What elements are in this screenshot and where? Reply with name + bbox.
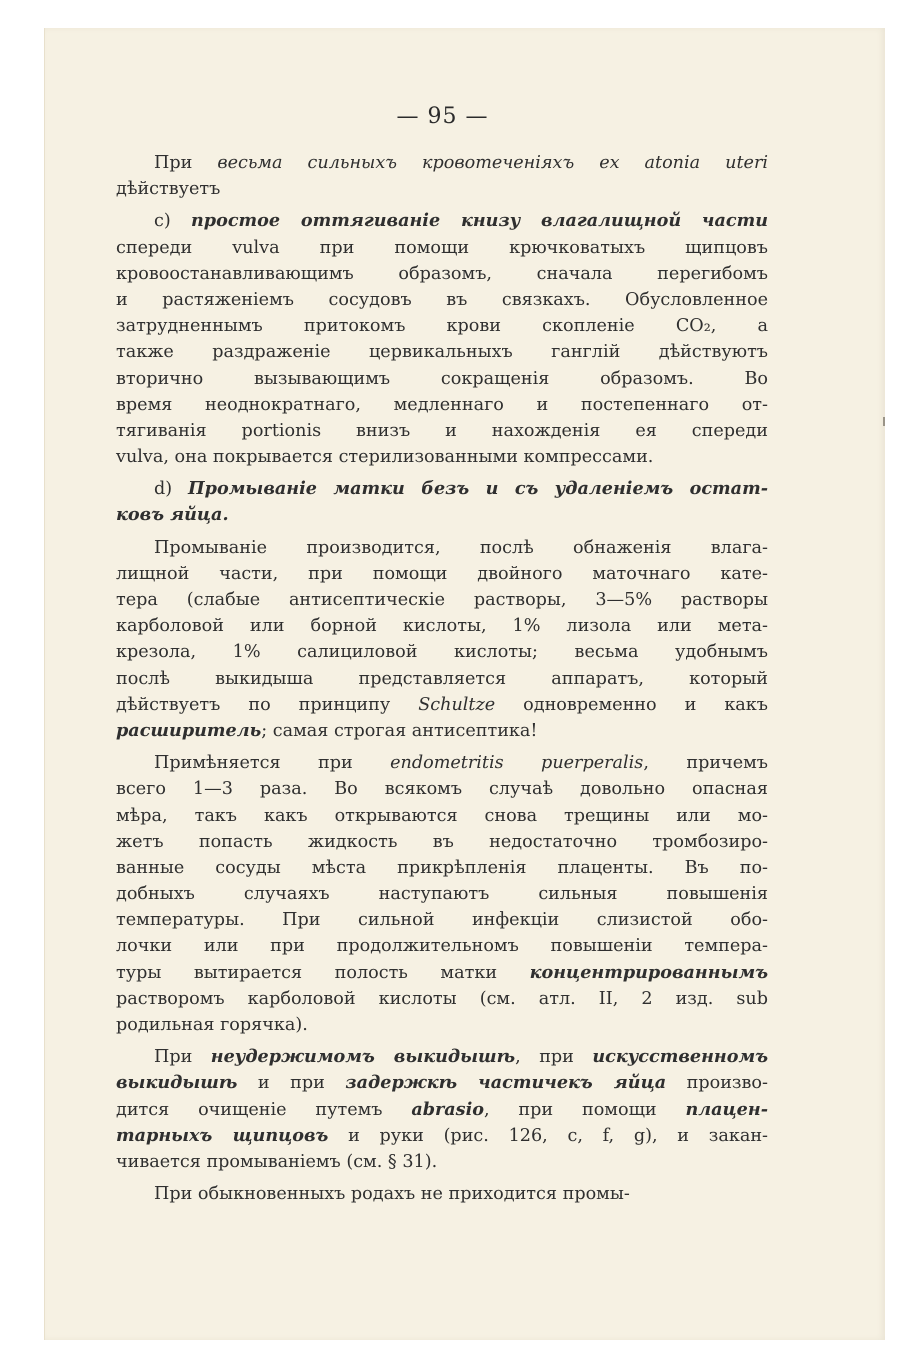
- text-segment: одновременно и какъ: [495, 694, 768, 715]
- text-segment: и растяженіемъ сосудовъ въ связкахъ. Обусловленное: [116, 289, 768, 310]
- text-line: [116, 366, 768, 392]
- text-segment: тягиванія portionis внизъ и нахожденія ея спереди: [116, 420, 768, 441]
- text-segment: тера (слабые антисептическіе растворы, 3—5% растворы: [116, 590, 768, 610]
- text-segment: vulva, она покрывается стерилизованными компрессами.: [116, 447, 654, 468]
- text-line: [116, 1044, 768, 1070]
- text-line: [116, 1012, 768, 1038]
- text-line: [116, 418, 768, 444]
- text-line: [116, 1123, 768, 1149]
- text-line: [116, 587, 768, 613]
- text-line: [116, 235, 768, 261]
- text-line: [116, 339, 768, 365]
- paragraph: [116, 1181, 768, 1207]
- text-segment: ванные сосуды мѣста прикрѣпленія плаценты. Въ по-: [116, 857, 768, 878]
- text-segment: спереди vulva при помощи крючковатыхъ щипцовъ: [116, 237, 768, 258]
- text-line: [116, 881, 768, 907]
- text-segment: время неоднократнаго, медленнаго и постепеннаго от-: [116, 394, 768, 415]
- paragraph: [116, 476, 768, 528]
- emphasis-text: Schultze: [418, 694, 496, 715]
- emphasis-text: endometritis puerperalis: [390, 753, 644, 774]
- text-segment: мѣра, такъ какъ открываются снова трещины или мо-: [116, 805, 768, 826]
- text-segment: всего 1—3 раза. Во всякомъ случаѣ довольно опасная: [116, 779, 768, 800]
- text-line: [116, 907, 768, 933]
- text-segment: и при: [237, 1073, 346, 1094]
- text-segment: затрудненнымъ притокомъ крови скопленіе CO₂, а: [116, 316, 768, 337]
- text-segment: c): [154, 211, 191, 232]
- emphasis-text: выкидышѣ: [116, 1072, 238, 1094]
- text-segment: При обыкновенныхъ родахъ не приходится промы-: [154, 1184, 630, 1205]
- text-segment: , причемъ: [643, 753, 768, 774]
- text-line: [116, 986, 768, 1012]
- text-segment: также раздраженіе цервикальныхъ ганглій дѣйствуютъ: [116, 342, 768, 363]
- text-segment: вторично вызывающимъ сокращенія образомъ. Во: [116, 368, 768, 389]
- emphasis-text: расширитель: [116, 719, 262, 741]
- text-line: [116, 150, 768, 176]
- text-segment: добныхъ случаяхъ наступаютъ сильныя повышенія: [116, 884, 768, 905]
- text-segment: дѣйствуетъ: [116, 179, 221, 200]
- text-line: [116, 855, 768, 881]
- body-text: [116, 150, 768, 1207]
- text-line: [116, 476, 768, 502]
- emphasis-text: Промываніе матки безъ и съ удаленіемъ остат-: [188, 478, 768, 500]
- text-segment: лочки или при продолжительномъ повышеніи темпера-: [116, 936, 768, 957]
- emphasis-text: ковъ яйца.: [116, 504, 229, 526]
- text-line: [116, 392, 768, 418]
- text-segment: крезола, 1% салициловой кислоты; весьма удобнымъ: [116, 642, 768, 663]
- emphasis-text: задержкѣ частичекъ яйца: [345, 1072, 667, 1094]
- text-segment: родильная горячка).: [116, 1015, 308, 1035]
- text-segment: При: [154, 153, 218, 173]
- text-segment: послѣ выкидыша представляется аппаратъ, который: [116, 668, 768, 689]
- text-line: [116, 803, 768, 829]
- text-segment: туры вытирается полость матки: [116, 962, 530, 983]
- text-segment: жетъ попасть жидкость въ недостаточно тромбозиро-: [116, 831, 768, 852]
- text-line: [116, 666, 768, 692]
- emphasis-text: плацен-: [685, 1098, 769, 1120]
- text-segment: дѣйствуетъ по принципу: [116, 694, 419, 715]
- text-line: [116, 960, 768, 986]
- paragraph: [116, 150, 768, 202]
- text-line: [116, 829, 768, 855]
- text-line: [116, 933, 768, 959]
- paragraph: [116, 535, 768, 745]
- text-segment: дится очищеніе путемъ: [116, 1099, 412, 1120]
- text-line: [116, 313, 768, 339]
- text-segment: Промываніе производится, послѣ обнаженія влага-: [154, 537, 768, 558]
- paragraph: [116, 750, 768, 1038]
- text-line: [116, 1070, 768, 1096]
- text-line: [116, 176, 768, 202]
- text-segment: При: [154, 1047, 211, 1068]
- emphasis-text: концентрированнымъ: [529, 961, 768, 983]
- text-segment: , при: [515, 1047, 593, 1068]
- text-line: [116, 613, 768, 639]
- paragraph: [116, 1044, 768, 1175]
- emphasis-text: искусственномъ: [592, 1046, 768, 1068]
- text-line: [116, 639, 768, 665]
- text-line: [116, 444, 768, 470]
- emphasis-text: простое оттягиваніе книзу влагалищной части: [190, 210, 769, 232]
- text-line: [116, 287, 768, 313]
- text-segment: Примѣняется при: [154, 753, 391, 774]
- text-line: [116, 692, 768, 718]
- paragraph: [116, 208, 768, 470]
- text-segment: , при помощи: [484, 1099, 686, 1120]
- text-line: [116, 502, 768, 528]
- text-line: [116, 208, 768, 234]
- text-segment: чивается промываніемъ (см. § 31).: [116, 1151, 438, 1172]
- text-line: [116, 776, 768, 802]
- text-line: [116, 1097, 768, 1123]
- emphasis-text: тарныхъ щипцовъ: [116, 1124, 329, 1146]
- margin-mark: [883, 417, 885, 426]
- text-line: [116, 750, 768, 776]
- text-segment: d): [154, 479, 189, 500]
- text-segment: карболовой или борной кислоты, 1% лизола или мета-: [116, 616, 768, 637]
- emphasis-text: неудержимомъ выкидышѣ: [210, 1046, 516, 1068]
- text-line: [116, 261, 768, 287]
- text-line: [116, 1181, 768, 1207]
- emphasis-text: весьма сильныхъ кровотеченіяхъ ex atonia uteri: [217, 153, 768, 173]
- text-segment: температуры. При сильной инфекціи слизистой обо-: [116, 910, 768, 931]
- text-segment: растворомъ карболовой кислоты (см. атл. II, 2 изд. sub: [116, 988, 768, 1009]
- text-segment: кровоостанавливающимъ образомъ, сначала перегибомъ: [116, 263, 768, 284]
- emphasis-text: abrasio: [411, 1098, 485, 1120]
- text-line: [116, 1149, 768, 1175]
- page-number: — 95 —: [396, 104, 489, 129]
- text-segment: и руки (рис. 126, с, f, g), и закан-: [328, 1125, 768, 1146]
- text-segment: ; самая строгая антисептика!: [261, 720, 538, 741]
- text-line: [116, 535, 768, 561]
- text-line: [116, 718, 768, 744]
- text-line: [116, 561, 768, 587]
- text-segment: лищной части, при помощи двойного маточнаго кате-: [116, 563, 768, 584]
- text-segment: произво-: [666, 1073, 768, 1094]
